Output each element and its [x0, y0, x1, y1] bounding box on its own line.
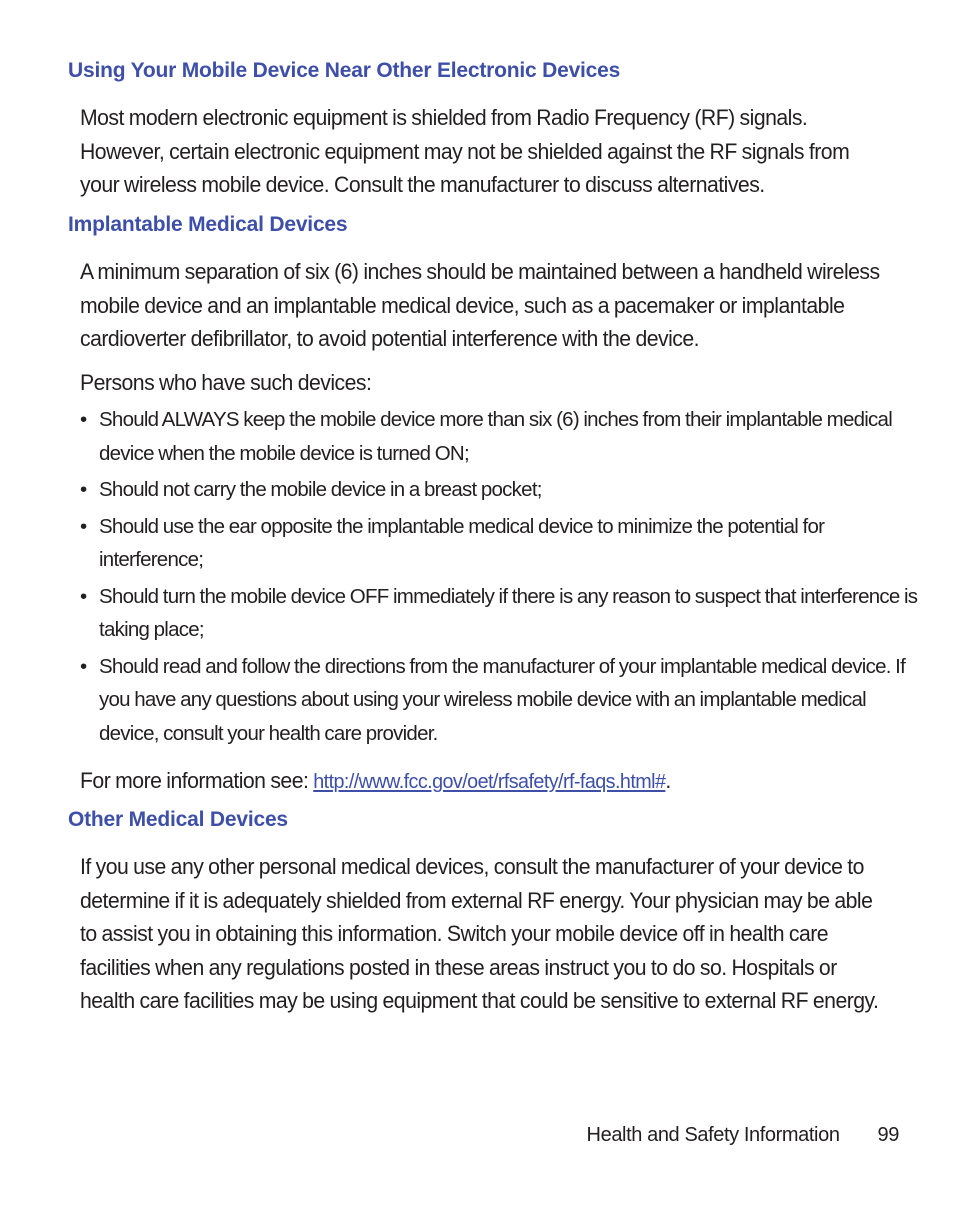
list-item	[80, 403, 920, 470]
list-item-text: Should ALWAYS keep the mobile device more than six (6) inches from their implantable medical device when the mobile device is turned ON;	[99, 408, 893, 465]
list-item-text: Should turn the mobile device OFF immediately if there is any reason to suspect that interference is taking place;	[99, 584, 918, 641]
persons-intro-text: Persons who have such devices:	[80, 370, 372, 395]
list-item	[80, 580, 920, 647]
list-item-text: Should not carry the mobile device in a breast pocket;	[99, 478, 542, 501]
fcc-faq-link[interactable]: http://www.fcc.gov/oet/rfsafety/rf-faqs.html#	[313, 770, 666, 793]
list-item-text: Should use the ear opposite the implantable medical device to minimize the potential for interference;	[99, 514, 825, 571]
section-heading-electronic-devices: Using Your Mobile Device Near Other Electronic Devices	[68, 59, 621, 82]
paragraph-electronic-devices: Most modern electronic equipment is shielded from Radio Frequency (RF) signals. However, certain electronic equipment may not be shielded against the RF signals from your wireless mobile device. Consult the manufacturer to discuss alternatives.	[80, 105, 850, 197]
list-item	[80, 510, 920, 577]
paragraph-other-medical-devices: If you use any other personal medical devices, consult the manufacturer of your device to determine if it is adequately shielded from external RF energy. Your physician may be able to assist you in obtaining this information. Switch your mobile device off in health care facilities when any regulations posted in these areas instruct you to do so. Hospitals or health care facilities may be using equipment that could be sensitive to external RF energy.	[80, 854, 879, 1013]
list-item	[80, 473, 920, 507]
more-info-label: For more information see:	[80, 768, 314, 793]
bullet-marker: •	[80, 514, 87, 538]
bullet-marker: •	[80, 654, 87, 678]
paragraph-implantable-devices: A minimum separation of six (6) inches should be maintained between a handheld wireless mobile device and an implantable medical device, such as a pacemaker or implantable cardioverter defibrillator, to avoid potential interference with the device.	[80, 259, 880, 351]
footer-section-title: Health and Safety Information	[586, 1124, 840, 1146]
bullet-marker: •	[80, 478, 87, 501]
more-info-period: .	[665, 768, 671, 793]
page-number: 99	[877, 1124, 899, 1146]
more-info-line	[80, 764, 881, 799]
section-heading-implantable-devices: Implantable Medical Devices	[68, 213, 348, 236]
list-item-text: Should read and follow the directions from the manufacturer of your implantable medical device. If you have any questions about using your wireless mobile device with an implantable medical device, consult your health care provider.	[99, 654, 906, 745]
list-item	[80, 650, 920, 751]
section-heading-other-medical-devices: Other Medical Devices	[68, 808, 288, 831]
bullet-marker: •	[80, 584, 87, 608]
bullet-marker: •	[80, 408, 87, 431]
page-footer	[587, 1124, 899, 1147]
precautions-list	[80, 403, 920, 753]
